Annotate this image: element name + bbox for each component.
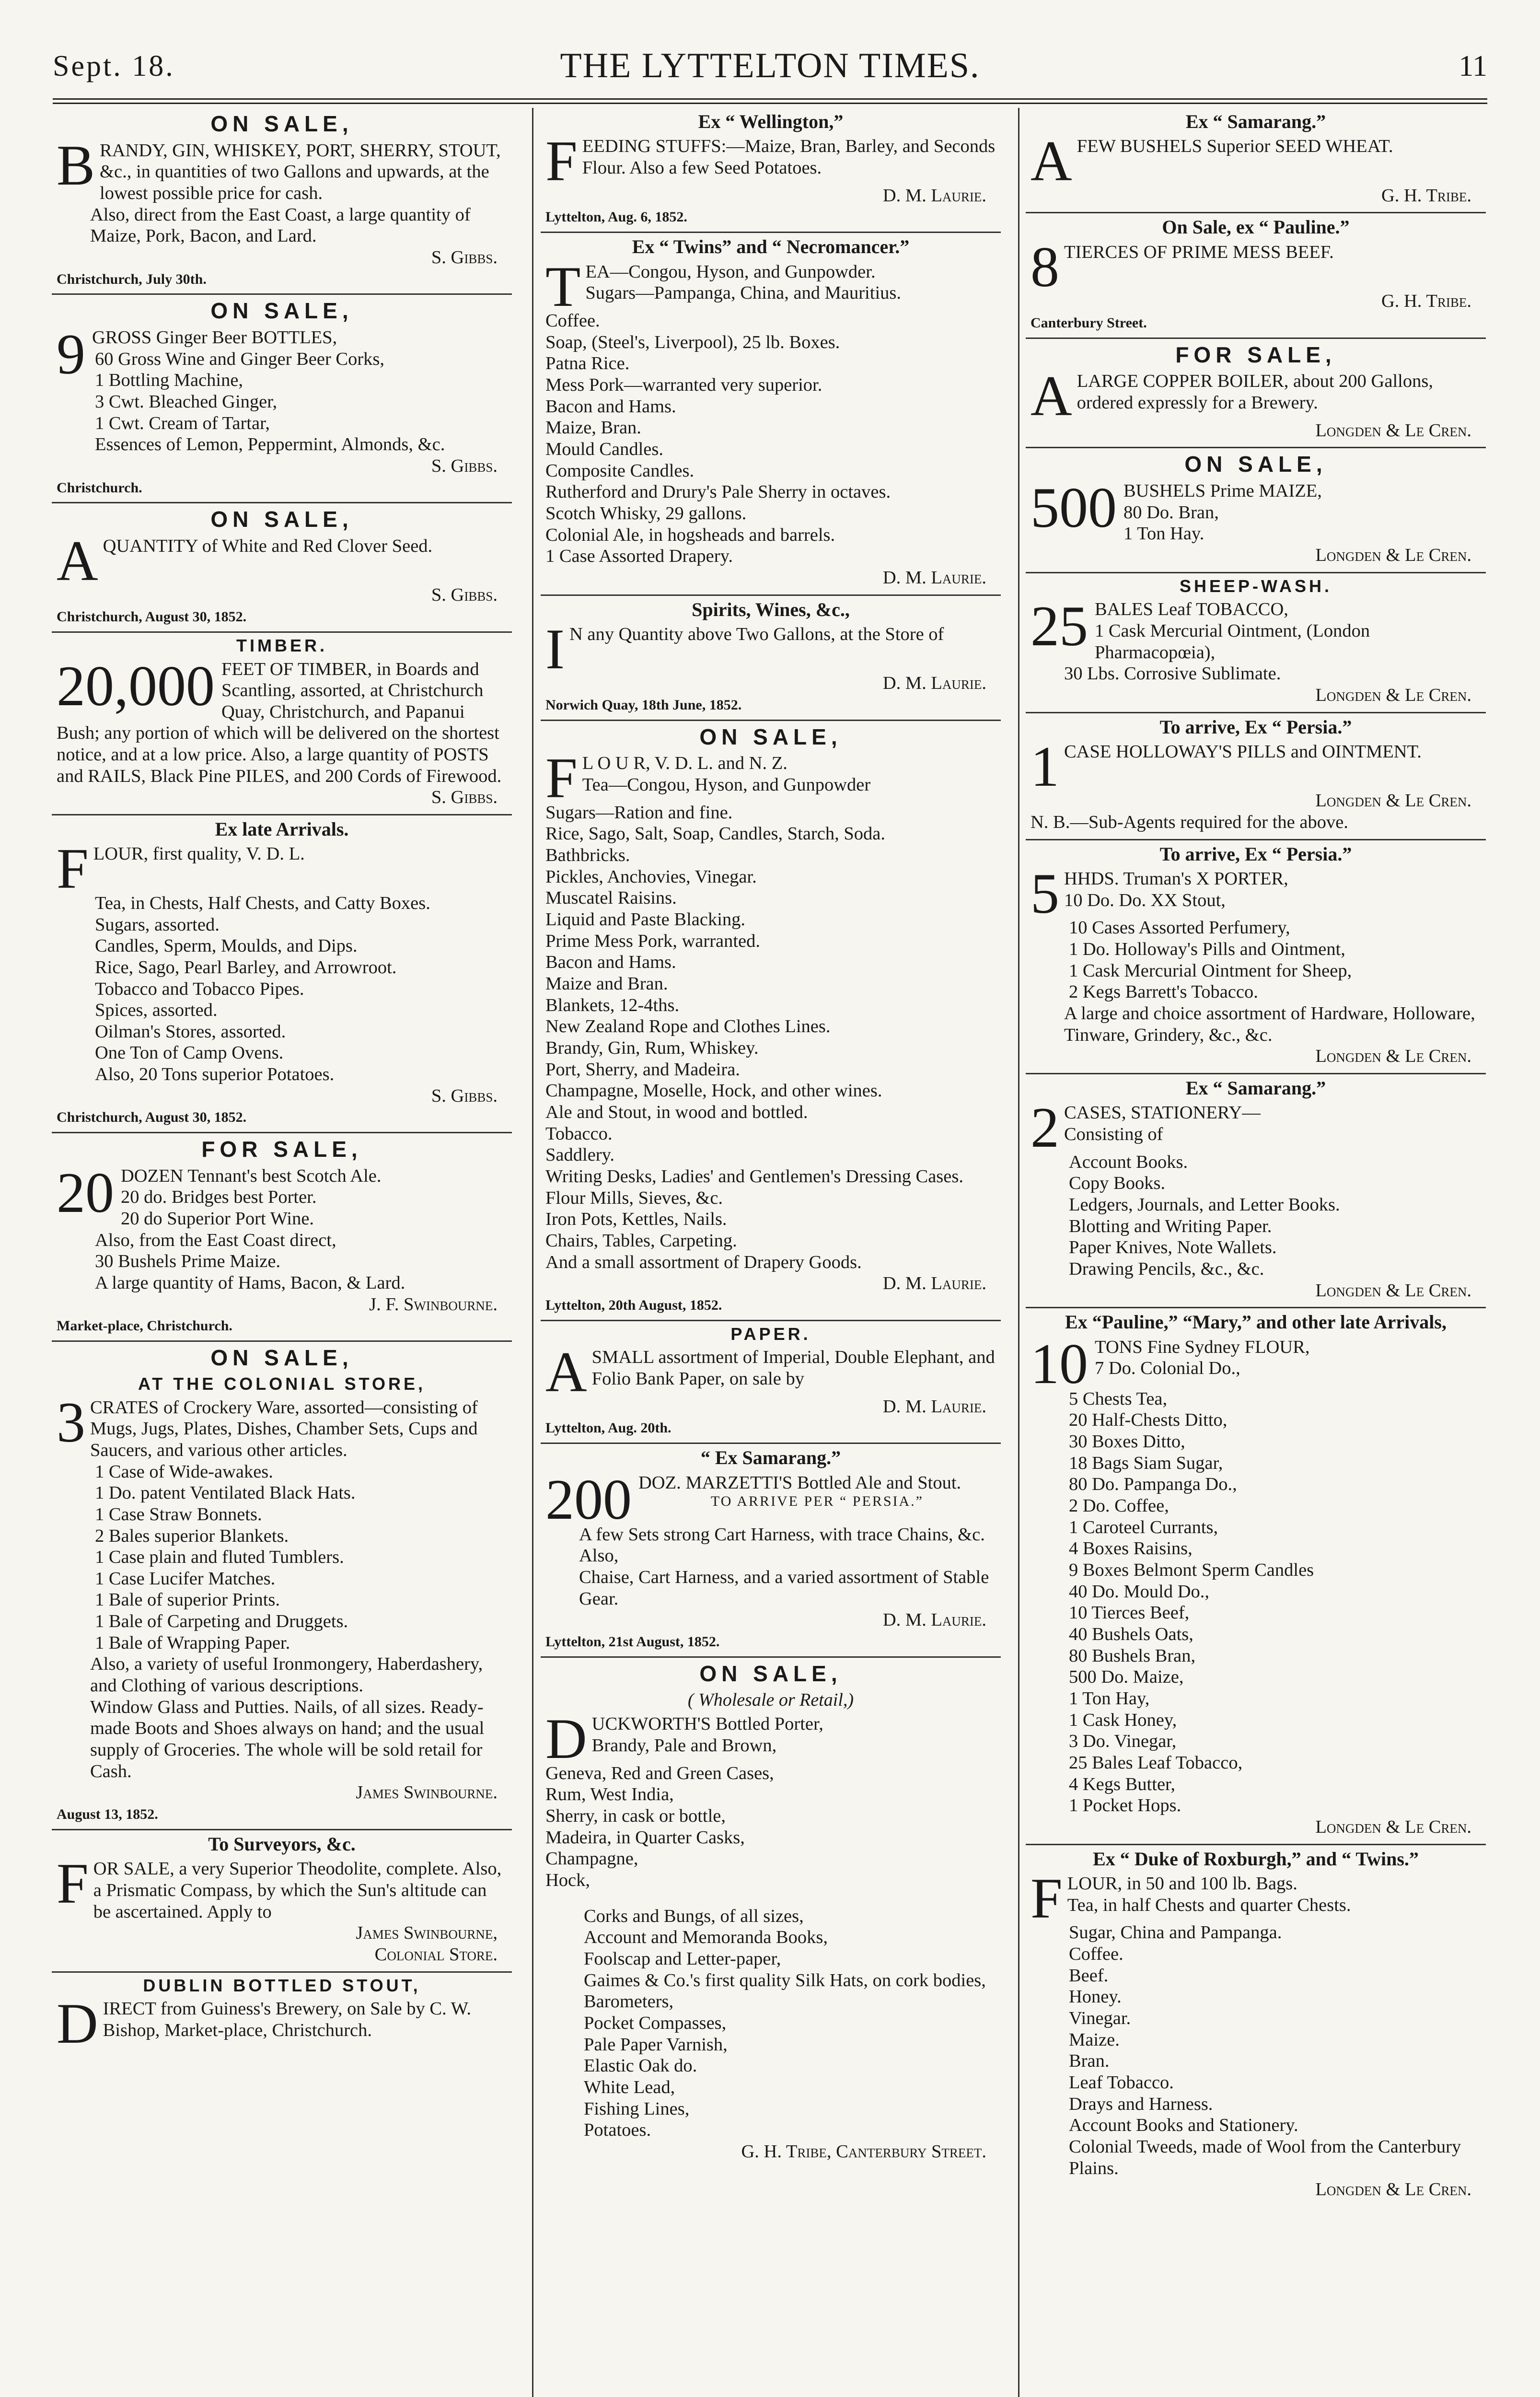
- list-item: Rice, Sago, Salt, Soap, Candles, Starch, Soda.: [545, 824, 885, 844]
- drop-cap: I: [545, 617, 565, 681]
- list-item: Brandy, Pale and Brown,: [591, 1735, 777, 1756]
- masthead: [53, 46, 1487, 93]
- advertiser: D. M. Laurie.: [882, 1273, 986, 1294]
- list-item: 1 Caroteel Currants,: [1069, 1517, 1218, 1537]
- advert-heading: Ex “ Wellington,”: [698, 111, 844, 132]
- list-item: 1 Do. patent Ventilated Black Hats.: [95, 1483, 356, 1503]
- list-item: 40 Bushels Oats,: [1069, 1624, 1193, 1645]
- advertiser: D. M. Laurie.: [882, 1396, 986, 1417]
- list-item: Account Books.: [1069, 1152, 1188, 1172]
- advert-heading: SHEEP-WASH.: [1179, 576, 1332, 596]
- advertiser: James Swinbourne.: [356, 1782, 498, 1803]
- advert-text: Window Glass and Putties. Nails, of all sizes. Ready-made Boots and Shoes always on hand; and the usual supply of Groceries. The whole will be sold retail for Cash.: [90, 1697, 485, 1781]
- drop-cap: F: [57, 837, 89, 901]
- list-item: 2 Do. Coffee,: [1069, 1496, 1169, 1516]
- advertiser: Longden & Le Cren.: [1315, 545, 1471, 565]
- advert-heading: Ex “ Duke of Roxburgh,” and “ Twins.”: [1093, 1848, 1419, 1870]
- lead-number: 2: [1031, 1095, 1059, 1160]
- list-item: Paper Knives, Note Wallets.: [1069, 1237, 1277, 1258]
- column-rule: [532, 108, 533, 2397]
- list-item: Patna Rice.: [545, 353, 630, 374]
- list-item: Honey.: [1069, 1987, 1122, 2007]
- list-item: 9 Boxes Belmont Sperm Candles: [1069, 1560, 1314, 1581]
- list-item: 3 Do. Vinegar,: [1069, 1731, 1177, 1752]
- list-item: Blotting and Writing Paper.: [1069, 1216, 1272, 1236]
- advert-text: BUSHELS Prime MAIZE,: [1123, 480, 1322, 501]
- advert-heading: Ex “ Twins” and “ Necromancer.”: [632, 236, 910, 258]
- list-item: Saddlery.: [545, 1145, 614, 1165]
- advert-text: Chaise, Cart Harness, and a varied assortment of Stable Gear.: [579, 1567, 989, 1609]
- list-item: One Ton of Camp Ovens.: [95, 1043, 284, 1063]
- list-item: Drays and Harness.: [1069, 2094, 1213, 2114]
- advert-text: EA—Congou, Hyson, and Gunpowder.: [585, 261, 876, 282]
- advert: [541, 596, 1001, 721]
- list-item: 1 Case Straw Bonnets.: [95, 1504, 262, 1524]
- list-item: Geneva, Red and Green Cases,: [545, 1763, 774, 1783]
- advert: [1026, 108, 1486, 213]
- list-item: Maize.: [1069, 2029, 1120, 2050]
- dateline: Christchurch, July 30th.: [57, 271, 207, 287]
- list-item: 30 Bushels Prime Maize.: [95, 1251, 281, 1272]
- advertiser: G. H. Tribe.: [1381, 291, 1471, 312]
- advertiser: Longden & Le Cren.: [1315, 2179, 1471, 2200]
- advert-heading: DUBLIN BOTTLED STOUT,: [143, 1975, 421, 1995]
- list-item: Rice, Sago, Pearl Barley, and Arrowroot.: [95, 957, 397, 977]
- advert-heading: To arrive, Ex “ Persia.”: [1159, 716, 1352, 738]
- advert-text: TIERCES OF PRIME MESS BEEF.: [1064, 242, 1334, 262]
- list-item: Drawing Pencils, &c., &c.: [1069, 1259, 1264, 1280]
- list-item: 20 do Superior Port Wine.: [121, 1209, 314, 1229]
- column-3: [1026, 108, 1486, 2397]
- list-item: Barometers,: [584, 1991, 674, 2012]
- advert: [1026, 1074, 1486, 1308]
- list-item: Colonial Ale, in hogsheads and barrels.: [545, 524, 835, 545]
- list-item: 5 Chests Tea,: [1069, 1388, 1168, 1409]
- list-item: Tobacco.: [545, 1123, 613, 1144]
- advert-heading: Ex late Arrivals.: [215, 818, 349, 840]
- drop-cap: F: [57, 1851, 89, 1916]
- list-item: Potatoes.: [584, 2120, 651, 2141]
- advert-heading: To Surveyors, &c.: [208, 1833, 356, 1855]
- list-item: 1 Ton Hay,: [1069, 1688, 1150, 1709]
- advertiser: Longden & Le Cren.: [1315, 1280, 1471, 1301]
- advert-text: CRATES of Crockery Ware, assorted—consisting of Mugs, Jugs, Plates, Dishes, Chamber Sets, Cups and Saucers, and various other articles.: [90, 1397, 478, 1460]
- advert-heading: To arrive, Ex “ Persia.”: [1159, 843, 1352, 865]
- list-item: Colonial Tweeds, made of Wool from the Canterbury Plains.: [1069, 2136, 1461, 2178]
- drop-cap: B: [57, 133, 95, 197]
- advert-heading: FOR SALE,: [201, 1137, 362, 1162]
- lead-number: 9: [57, 322, 85, 386]
- list-item: Sugars—Pampanga, China, and Mauritius.: [585, 283, 902, 303]
- advert-text: GROSS Ginger Beer BOTTLES,: [92, 327, 337, 348]
- advert-text: BALES Leaf TOBACCO,: [1095, 599, 1288, 620]
- lead-number: 500: [1031, 475, 1117, 539]
- dateline: Lyttelton, 21st August, 1852.: [545, 1633, 720, 1650]
- list-item: 1 Bottling Machine,: [95, 370, 243, 391]
- list-item: Port, Sherry, and Madeira.: [545, 1059, 740, 1080]
- advert-text: FEW BUSHELS Superior SEED WHEAT.: [1077, 136, 1393, 157]
- list-item: 7 Do. Colonial Do.,: [1095, 1358, 1240, 1379]
- list-item: 3 Cwt. Bleached Ginger,: [95, 391, 278, 412]
- list-item: Pickles, Anchovies, Vinegar.: [545, 866, 757, 887]
- list-item: Tea, in Chests, Half Chests, and Catty Boxes.: [95, 893, 430, 913]
- advert-heading: Spirits, Wines, &c.,: [692, 598, 850, 620]
- list-item: 1 Cwt. Cream of Tartar,: [95, 413, 270, 433]
- list-item: 80 Do. Bran,: [1123, 502, 1219, 523]
- list-item: Hock,: [545, 1870, 591, 1891]
- list-item: Prime Mess Pork, warranted.: [545, 931, 761, 951]
- list-item: Elastic Oak do.: [584, 2056, 697, 2076]
- lead-number: 20: [57, 1160, 114, 1224]
- advert: [541, 1444, 1001, 1657]
- advertiser: D. M. Laurie.: [882, 567, 986, 588]
- advert: [52, 108, 512, 295]
- lead-number: 10: [1031, 1331, 1088, 1396]
- list-item: 4 Kegs Butter,: [1069, 1774, 1175, 1794]
- page-number: 11: [1459, 50, 1487, 82]
- advert-text: A few Sets strong Cart Harness, with trace Chains, &c. Also,: [579, 1524, 985, 1566]
- advertiser: James Swinbourne,: [356, 1923, 498, 1943]
- list-item: Pale Paper Varnish,: [584, 2034, 728, 2055]
- list-item: New Zealand Rope and Clothes Lines.: [545, 1016, 831, 1037]
- list-item: Bacon and Hams.: [545, 952, 676, 973]
- list-item: Also, from the East Coast direct,: [95, 1230, 336, 1250]
- advertiser: S. Gibbs.: [431, 585, 498, 605]
- dateline: Norwich Quay, 18th June, 1852.: [545, 697, 742, 713]
- dateline: Christchurch.: [57, 479, 142, 496]
- dateline: Lyttelton, Aug. 6, 1852.: [545, 209, 687, 225]
- advertiser: Longden & Le Cren.: [1315, 420, 1471, 441]
- list-item: 1 Case Lucifer Matches.: [95, 1568, 276, 1589]
- dateline: Canterbury Street.: [1031, 314, 1147, 331]
- dateline: Christchurch, August 30, 1852.: [57, 1109, 247, 1126]
- advert-heading: ON SALE,: [210, 298, 353, 324]
- advertiser: D. M. Laurie.: [882, 1610, 986, 1630]
- list-item: 20 do. Bridges best Porter.: [121, 1187, 317, 1208]
- advertiser: D. M. Laurie.: [882, 673, 986, 694]
- advert: [541, 721, 1001, 1321]
- list-item: Coffee.: [1069, 1944, 1123, 1965]
- advert-subheading: ( Wholesale or Retail,): [687, 1690, 854, 1710]
- list-item: Writing Desks, Ladies' and Gentlemen's Dressing Cases.: [545, 1166, 963, 1187]
- list-item: Brandy, Gin, Rum, Whiskey.: [545, 1037, 759, 1058]
- advertiser: S. Gibbs.: [431, 247, 498, 268]
- advert-text: RANDY, GIN, WHISKEY, PORT, SHERRY, STOUT, &c., in quantities of two Gallons and upwards, at the lowest possible price for cash.: [100, 140, 501, 203]
- advert: [541, 1321, 1001, 1444]
- list-item: Tea—Congou, Hyson, and Gunpowder: [582, 775, 871, 795]
- advertiser: G. H. Tribe.: [1381, 185, 1471, 206]
- list-item: And a small assortment of Drapery Goods.: [545, 1252, 862, 1272]
- list-item: 20 Half-Chests Ditto,: [1069, 1410, 1227, 1431]
- list-item: Beef.: [1069, 1965, 1109, 1986]
- advert-subheading: TO ARRIVE PER “ PERSIA.”: [711, 1493, 924, 1510]
- advert-heading: Ex “Pauline,” “Mary,” and other late Arrivals,: [1065, 1311, 1447, 1333]
- advert-heading: ON SALE,: [210, 1345, 353, 1371]
- dateline: Christchurch, August 30, 1852.: [57, 608, 247, 625]
- list-item: 10 Do. Do. XX Stout,: [1064, 890, 1226, 910]
- list-item: 10 Tierces Beef,: [1069, 1603, 1190, 1623]
- lead-number: 8: [1031, 234, 1059, 299]
- list-item: Sugars—Ration and fine.: [545, 802, 733, 823]
- advert-text: N any Quantity above Two Gallons, at the Store of: [569, 624, 944, 644]
- advert: [1026, 1308, 1486, 1845]
- advert-text: A large and choice assortment of Hardware, Holloware, Tinware, Grindery, &c., &c.: [1064, 1003, 1475, 1045]
- list-item: Champagne,: [545, 1849, 638, 1869]
- list-item: Rutherford and Drury's Pale Sherry in octaves.: [545, 482, 891, 502]
- drop-cap: A: [57, 528, 98, 593]
- list-item: Spices, assorted.: [95, 1000, 218, 1021]
- advert: [541, 233, 1001, 595]
- list-item: 1 Case of Wide-awakes.: [95, 1461, 273, 1482]
- lead-number: 25: [1031, 594, 1088, 658]
- list-item: Scotch Whisky, 29 gallons.: [545, 503, 747, 524]
- advert: [52, 295, 512, 503]
- lead-number: 3: [57, 1390, 85, 1454]
- advert: [1026, 573, 1486, 713]
- advert-text: SMALL assortment of Imperial, Double Elephant, and Folio Bank Paper, on sale by: [591, 1347, 995, 1389]
- advert-text: DOZ. MARZETTI'S Bottled Ale and Stout.: [638, 1472, 961, 1493]
- list-item: Tobacco and Tobacco Pipes.: [95, 978, 304, 999]
- advert: [541, 108, 1001, 233]
- list-item: Iron Pots, Kettles, Nails.: [545, 1209, 727, 1230]
- advert: [1026, 713, 1486, 840]
- advert: [52, 1830, 512, 1973]
- drop-cap: A: [1031, 129, 1072, 193]
- list-item: Account and Memoranda Books,: [584, 1927, 828, 1948]
- advert-heading: ON SALE,: [699, 724, 842, 749]
- advert-heading: Ex “ Samarang.”: [1185, 1077, 1326, 1099]
- list-item: Bathbricks.: [545, 845, 630, 866]
- advert-heading: ON SALE,: [210, 507, 353, 532]
- list-item: White Lead,: [584, 2077, 675, 2097]
- list-item: Champagne, Moselle, Hock, and other wines.: [545, 1081, 882, 1101]
- list-item: 10 Cases Assorted Perfumery,: [1069, 918, 1290, 938]
- list-item: Rum, West India,: [545, 1784, 674, 1805]
- list-item: Ale and Stout, in wood and bottled.: [545, 1102, 808, 1122]
- advertiser: Longden & Le Cren.: [1315, 1046, 1471, 1067]
- advert: [1026, 213, 1486, 338]
- list-item: 1 Bale of Wrapping Paper.: [95, 1632, 290, 1653]
- lead-number: 1: [1031, 734, 1059, 798]
- list-item: 25 Bales Leaf Tobacco,: [1069, 1752, 1243, 1773]
- list-item: Sugars, assorted.: [95, 914, 220, 935]
- drop-cap: D: [545, 1707, 587, 1771]
- advert-text: EEDING STUFFS:—Maize, Bran, Barley, and Seconds Flour. Also a few Seed Potatoes.: [582, 136, 996, 178]
- list-item: Candles, Sperm, Moulds, and Dips.: [95, 936, 358, 956]
- advert-text: LOUR, first quality, V. D. L.: [93, 844, 305, 864]
- list-item: Chairs, Tables, Carpeting.: [545, 1230, 737, 1251]
- list-item: 4 Boxes Raisins,: [1069, 1538, 1193, 1559]
- drop-cap: F: [545, 746, 578, 810]
- advertiser: Longden & Le Cren.: [1315, 685, 1471, 705]
- advert-text: Also, direct from the East Coast, a large quantity of Maize, Pork, Bacon, and Lard.: [90, 204, 471, 246]
- list-item: Ledgers, Journals, and Letter Books.: [1069, 1195, 1340, 1215]
- list-item: 1 Pocket Hops.: [1069, 1795, 1181, 1816]
- dateline: Lyttelton, 20th August, 1852.: [545, 1297, 722, 1313]
- advertiser: Longden & Le Cren.: [1315, 1816, 1471, 1837]
- list-item: Soap, (Steel's, Liverpool), 25 lb. Boxes.: [545, 332, 840, 352]
- drop-cap: F: [545, 129, 578, 193]
- advert: [52, 1133, 512, 1342]
- list-item: Essences of Lemon, Peppermint, Almonds, &c.: [95, 434, 445, 455]
- list-item: Maize, Bran.: [545, 418, 641, 438]
- list-item: Account Books and Stationery.: [1069, 2115, 1298, 2136]
- list-item: 1 Bale of superior Prints.: [95, 1590, 280, 1610]
- advertiser: S. Gibbs.: [431, 787, 498, 808]
- advert-text: LARGE COPPER BOILER, about 200 Gallons, ordered expressly for a Brewery.: [1077, 371, 1433, 413]
- advert: [52, 1342, 512, 1830]
- advert-text: FEET OF TIMBER, in Boards and Scantling, assorted, at Christchurch Quay, Christchurch, and Papanui Bush; any portion of which will be delivered on the shortest notice, and at a low price. Also, a large quantity of POSTS and RAILS, Black Pine PILES, and 200 Cords of Firewood.: [57, 659, 502, 786]
- advertiser-address: Colonial Store.: [374, 1944, 498, 1965]
- list-item: Also, 20 Tons superior Potatoes.: [95, 1064, 335, 1085]
- list-item: Bacon and Hams.: [545, 396, 676, 417]
- list-item: 80 Do. Pampanga Do.,: [1069, 1474, 1237, 1495]
- list-item: 1 Ton Hay.: [1123, 524, 1204, 544]
- advert-heading: Ex “ Samarang.”: [1185, 111, 1326, 132]
- drop-cap: T: [545, 254, 581, 318]
- advert-heading: ON SALE,: [1184, 452, 1327, 477]
- advert: [52, 503, 512, 632]
- advert-heading: On Sale, ex “ Pauline.”: [1162, 216, 1350, 238]
- column-1: [52, 108, 512, 2397]
- list-item: Mould Candles.: [545, 439, 663, 459]
- advert-text: Also, a variety of useful Ironmongery, Haberdashery, and Clothing of various descriptions.: [90, 1654, 483, 1696]
- list-item: 1 Cask Mercurial Ointment, (London Pharmacopœia),: [1095, 620, 1370, 663]
- lead-number: 5: [1031, 861, 1059, 926]
- advertiser: S. Gibbs.: [431, 1085, 498, 1106]
- dateline: Market-place, Christchurch.: [57, 1318, 232, 1334]
- masthead-rule: [53, 98, 1487, 104]
- advert-text: HHDS. Truman's X PORTER,: [1064, 869, 1288, 889]
- advert-heading: ON SALE,: [210, 111, 353, 136]
- list-item: Consisting of: [1064, 1124, 1163, 1145]
- list-item: 1 Cask Honey,: [1069, 1710, 1177, 1730]
- advert-text: LOUR, in 50 and 100 lb. Bags.: [1067, 1873, 1297, 1894]
- list-item: Bran.: [1069, 2051, 1110, 2071]
- lead-number: 200: [545, 1467, 632, 1531]
- advertiser: D. M. Laurie.: [882, 185, 986, 206]
- list-item: 1 Do. Holloway's Pills and Ointment,: [1069, 939, 1345, 960]
- advertiser: G. H. Tribe, Canterbury Street.: [741, 2141, 986, 2162]
- list-item: Composite Candles.: [545, 460, 695, 481]
- list-item: Leaf Tobacco.: [1069, 2072, 1174, 2093]
- advertiser: J. F. Swinbourne.: [369, 1294, 498, 1315]
- advert-text: L O U R, V. D. L. and N. Z.: [582, 753, 787, 774]
- advert-text: OR SALE, a very Superior Theodolite, complete. Also, a Prismatic Compass, by which the Sun's altitude can be ascertained. Apply to: [93, 1859, 502, 1922]
- advert-note: N. B.—Sub-Agents required for the above.: [1031, 812, 1348, 832]
- advertiser: Longden & Le Cren.: [1315, 791, 1471, 811]
- list-item: Coffee.: [545, 311, 600, 331]
- advert: [541, 1658, 1001, 2168]
- advertiser: S. Gibbs.: [431, 455, 498, 476]
- advert-text: CASE HOLLOWAY'S PILLS and OINTMENT.: [1064, 741, 1422, 762]
- lead-number: 20,000: [57, 653, 215, 718]
- drop-cap: D: [57, 1991, 98, 2056]
- list-item: Liquid and Paste Blacking.: [545, 909, 746, 930]
- advert-text: TONS Fine Sydney FLOUR,: [1095, 1337, 1310, 1357]
- list-item: 30 Lbs. Corrosive Sublimate.: [1064, 663, 1281, 684]
- list-item: Flour Mills, Sieves, &c.: [545, 1187, 723, 1208]
- advert: [52, 633, 512, 815]
- dateline: August 13, 1852.: [57, 1806, 158, 1823]
- advert: [52, 1973, 512, 2056]
- list-item: 2 Bales superior Blankets.: [95, 1525, 289, 1546]
- column-2: [541, 108, 1001, 2397]
- advert-text: CASES, STATIONERY—: [1064, 1103, 1261, 1123]
- newspaper-title: THE LYTTELTON TIMES.: [560, 46, 980, 85]
- list-item: Mess Pork—warranted very superior.: [545, 374, 822, 395]
- issue-date: Sept. 18.: [53, 50, 175, 82]
- list-item: 60 Gross Wine and Ginger Beer Corks,: [95, 349, 385, 369]
- list-item: 1 Bale of Carpeting and Druggets.: [95, 1611, 348, 1632]
- list-item: Sherry, in cask or bottle,: [545, 1806, 726, 1827]
- list-item: Vinegar.: [1069, 2008, 1131, 2028]
- list-item: 2 Kegs Barrett's Tobacco.: [1069, 982, 1258, 1002]
- advert: [52, 815, 512, 1133]
- list-item: Muscatel Raisins.: [545, 888, 677, 908]
- list-item: Tea, in half Chests and quarter Chests.: [1067, 1895, 1351, 1915]
- list-item: 1 Case Assorted Drapery.: [545, 546, 733, 567]
- list-item: Copy Books.: [1069, 1173, 1166, 1194]
- advert-heading: “ Ex Samarang.”: [700, 1447, 841, 1469]
- advert: [1026, 840, 1486, 1074]
- advert: [1026, 448, 1486, 573]
- advert-heading: ON SALE,: [699, 1661, 842, 1686]
- advert-text: DOZEN Tennant's best Scotch Ale.: [121, 1165, 382, 1186]
- list-item: Madeira, in Quarter Casks,: [545, 1827, 745, 1848]
- dateline: Lyttelton, Aug. 20th.: [545, 1420, 672, 1436]
- list-item: 1 Case plain and fluted Tumblers.: [95, 1547, 344, 1568]
- list-item: 18 Bags Siam Sugar,: [1069, 1453, 1223, 1473]
- list-item: 80 Bushels Bran,: [1069, 1645, 1196, 1666]
- drop-cap: F: [1031, 1866, 1063, 1930]
- advert-heading: PAPER.: [730, 1324, 811, 1344]
- list-item: Blankets, 12-4ths.: [545, 995, 680, 1015]
- advert-heading: TIMBER.: [236, 635, 327, 655]
- list-item: Foolscap and Letter-paper,: [584, 1949, 781, 1969]
- list-item: 30 Boxes Ditto,: [1069, 1431, 1185, 1452]
- list-item: Maize and Bran.: [545, 974, 668, 994]
- advert: [1026, 1845, 1486, 2206]
- list-item: Corks and Bungs, of all sizes,: [584, 1906, 804, 1926]
- drop-cap: A: [545, 1340, 587, 1404]
- list-item: 1 Cask Mercurial Ointment for Sheep,: [1069, 960, 1352, 981]
- list-item: Oilman's Stores, assorted.: [95, 1021, 286, 1042]
- advert-text: IRECT from Guiness's Brewery, on Sale by C. W. Bishop, Market-place, Christchurch.: [103, 1999, 471, 2040]
- advert: [1026, 339, 1486, 449]
- advert-subheading: AT THE COLONIAL STORE,: [138, 1373, 426, 1394]
- list-item: Fishing Lines,: [584, 2098, 690, 2119]
- list-item: Pocket Compasses,: [584, 2013, 727, 2033]
- list-item: A large quantity of Hams, Bacon, & Lard.: [95, 1273, 405, 1293]
- advert-heading: FOR SALE,: [1175, 342, 1336, 367]
- drop-cap: A: [1031, 364, 1072, 428]
- list-item: 500 Do. Maize,: [1069, 1667, 1184, 1687]
- list-item: Gaimes & Co.'s first quality Silk Hats, on cork bodies,: [584, 1970, 986, 1990]
- advert-text: QUANTITY of White and Red Clover Seed.: [103, 535, 433, 556]
- list-item: 40 Do. Mould Do.,: [1069, 1581, 1210, 1602]
- column-rule: [1018, 108, 1019, 2397]
- list-item: Sugar, China and Pampanga.: [1069, 1922, 1282, 1943]
- advert-text: UCKWORTH'S Bottled Porter,: [591, 1714, 823, 1734]
